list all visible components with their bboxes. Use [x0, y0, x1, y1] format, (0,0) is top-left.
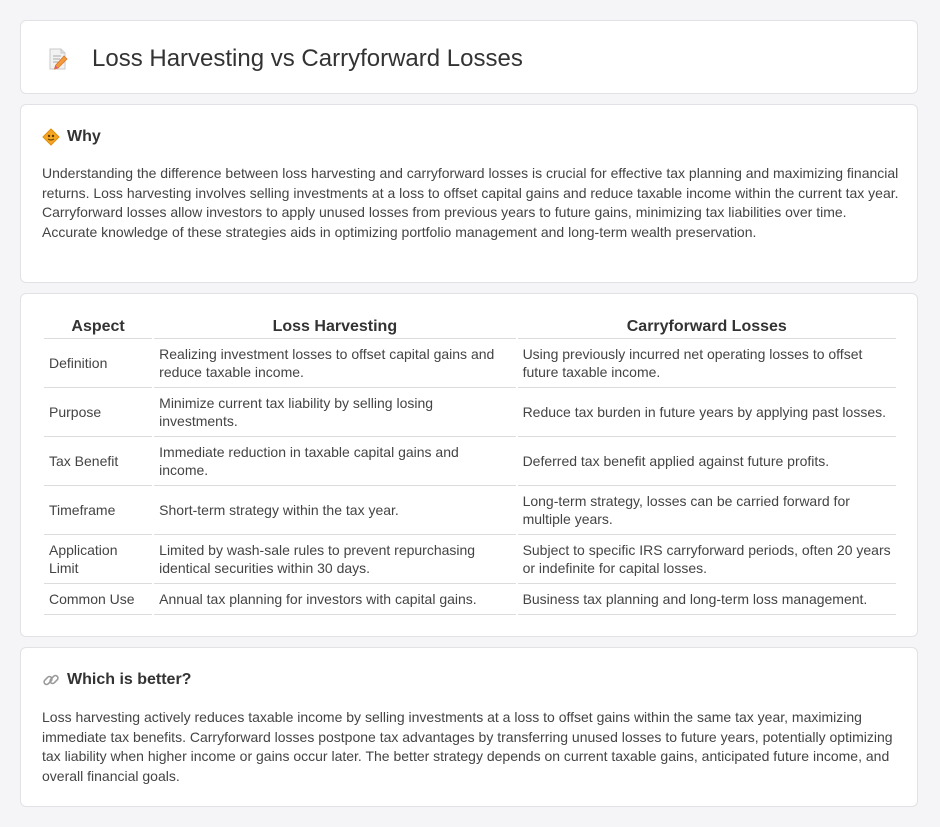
cell-loss-harvesting: Limited by wash-sale rules to prevent repurchasing identical securities within 30 days. [154, 535, 515, 584]
cell-carryforward: Long-term strategy, losses can be carried forward for multiple years. [518, 486, 896, 535]
cell-carryforward: Subject to specific IRS carryforward periods, often 20 years or indefinite for capital losses. [518, 535, 896, 584]
cell-aspect: Tax Benefit [44, 437, 152, 486]
why-text: Understanding the difference between loss harvesting and carryforward losses is crucial for effective tax planning and maximizing financial returns. Loss harvesting involves selling investments at a loss to offset capital gains and reduce taxable income within the current tax year. Carryforward losses allow investors to apply unused losses from previous years to future gains, minimizing tax liabilities over time. Accurate knowledge of these strategies aids in optimizing portfolio management and long-term wealth preservation. [42, 165, 899, 240]
cell-loss-harvesting: Immediate reduction in taxable capital gains and income. [154, 437, 515, 486]
link-icon [42, 671, 60, 689]
why-title: Why [67, 128, 101, 145]
cell-loss-harvesting: Minimize current tax liability by selling losing investments. [154, 388, 515, 437]
page-title: Loss Harvesting vs Carryforward Losses [92, 45, 523, 72]
cell-loss-harvesting: Realizing investment losses to offset capital gains and reduce taxable income. [154, 339, 515, 388]
cell-aspect: Timeframe [44, 486, 152, 535]
cell-loss-harvesting: Short-term strategy within the tax year. [154, 486, 515, 535]
why-heading [42, 127, 101, 147]
which-is-better-section [20, 647, 918, 807]
better-heading [42, 670, 191, 690]
comparison-table [42, 316, 898, 615]
cell-carryforward: Reduce tax burden in future years by applying past losses. [518, 388, 896, 437]
table-header-row [44, 316, 896, 339]
why-section [20, 104, 918, 283]
title-card [20, 20, 918, 94]
table-row [44, 437, 896, 486]
better-text: Loss harvesting actively reduces taxable income by selling investments at a loss to offset gains within the same tax year, maximizing immediate tax benefits. Carryforward losses postpone tax advantages by transferring unused losses to future years, potentially optimizing tax liability when higher income or gains occur later. The better strategy depends on current taxable gains, anticipated future income, and overall financial goals. [42, 709, 893, 784]
cell-aspect: Definition [44, 339, 152, 388]
header-aspect: Aspect [44, 316, 152, 339]
table-row [44, 339, 896, 388]
cell-carryforward: Business tax planning and long-term loss management. [518, 584, 896, 615]
cell-aspect: Application Limit [44, 535, 152, 584]
cell-carryforward: Deferred tax benefit applied against future profits. [518, 437, 896, 486]
table-row [44, 388, 896, 437]
better-title: Which is better? [67, 671, 192, 688]
comparison-section [20, 293, 918, 637]
header-carryforward: Carryforward Losses [518, 316, 896, 339]
cell-carryforward: Using previously incurred net operating losses to offset future taxable income. [518, 339, 896, 388]
table-row [44, 535, 896, 584]
diamond-warning-icon [42, 128, 60, 146]
cell-loss-harvesting: Annual tax planning for investors with capital gains. [154, 584, 515, 615]
header-loss-harvesting: Loss Harvesting [154, 316, 515, 339]
cell-aspect: Common Use [44, 584, 152, 615]
table-row [44, 584, 896, 615]
table-row [44, 486, 896, 535]
cell-aspect: Purpose [44, 388, 152, 437]
memo-pencil-icon [47, 47, 69, 71]
